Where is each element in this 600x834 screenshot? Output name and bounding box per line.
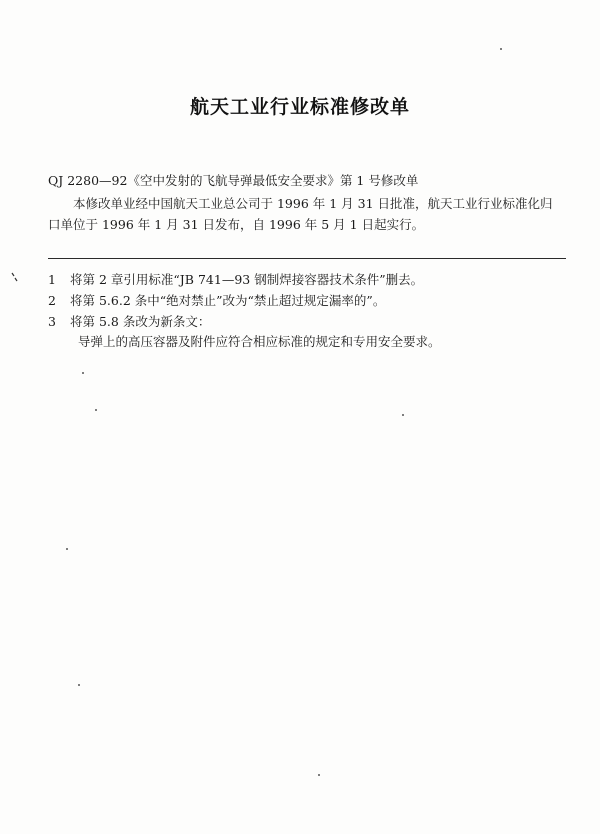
standard-reference: QJ 2280—92《空中发射的飞航导弹最低安全要求》第 1 号修改单 xyxy=(48,173,419,188)
scan-speck xyxy=(66,548,68,550)
approval-paragraph: 本修改单业经中国航天工业总公司于 1996 年 1 月 31 日批准，航天工业行业标准化归口单位于 1996 年 1 月 31 日发布，自 1996 年 5 月 1 日起实行。 xyxy=(48,196,553,232)
item-number: 3 xyxy=(48,314,56,329)
item-text: 将第 5.8 条改为新条文： xyxy=(70,314,211,329)
scan-speck xyxy=(95,409,97,411)
amendment-item-1 xyxy=(48,270,423,288)
scan-speck xyxy=(402,414,404,416)
amendment-item-2 xyxy=(48,291,385,309)
scan-speck xyxy=(82,372,84,374)
amendment-item-3 xyxy=(48,312,210,330)
item-text: 将第 5.6.2 条中“绝对禁止”改为“禁止超过规定漏率的”。 xyxy=(70,293,386,308)
amendment-item-3-body: 导弹上的高压容器及附件应符合相应标准的规定和专用安全要求。 xyxy=(78,334,441,349)
item-number: 1 xyxy=(48,272,56,287)
scan-mark-icon xyxy=(11,272,18,282)
page-title: 航天工业行业标准修改单 xyxy=(189,96,410,118)
item-number: 2 xyxy=(48,293,56,308)
scan-speck xyxy=(78,684,80,686)
divider-line xyxy=(48,258,566,259)
item-text: 将第 2 章引用标准“JB 741—93 钢制焊接容器技术条件”删去。 xyxy=(70,272,424,287)
scan-speck xyxy=(318,774,320,776)
scan-speck xyxy=(500,48,502,50)
